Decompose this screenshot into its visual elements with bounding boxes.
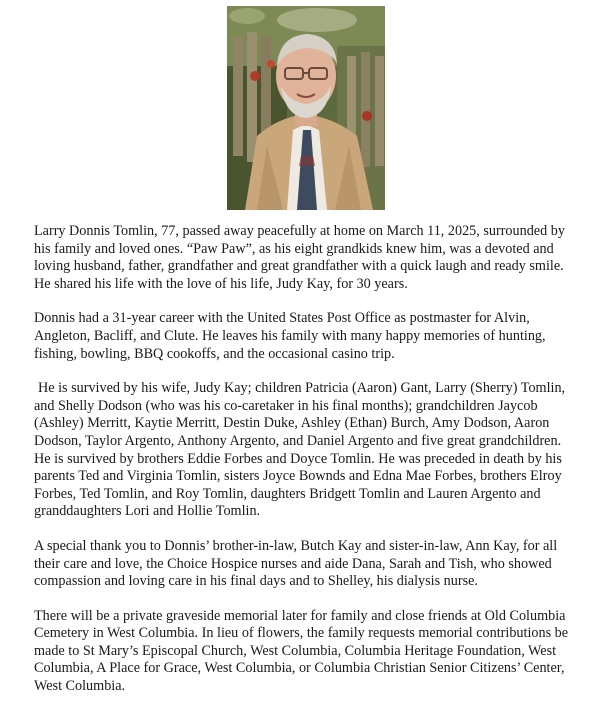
obituary-paragraph-intro: Larry Donnis Tomlin, 77, passed away peacefully at home on March 11, 2025, surrounded by his family and loved ones. “Paw Paw”, as his eight grandkids knew him, was a devoted and loving husband, father, grandfather and great grandfather with a quick laugh and ready smile. He shared his life with the love of his life, Judy Kay, for 30 years. bbox=[34, 223, 565, 292]
obituary-paragraph-survivors: He is survived by his wife, Judy Kay; children Patricia (Aaron) Gant, Larry (Sherry) Tomlin, and Shelly Dodson (who was his co-caretaker in his final months); grandchildren Jaycob (Ashley) Merritt, Kaytie Merritt, Destin Duke, Ashley (Ethan) Burch, Amy Dodson, Aaron Dodson, Taylor Argento, Anthony Argento, and Daniel Argento and five great grandchildren. He is survived by brothers Eddie Forbes and Doyce Tomlin. He was preceded in death by his parents Ted and Virginia Tomlin, sisters Joyce Bownds and Edna Mae Forbes, brothers Elroy Forbes, Ted Tomlin, and Roy Tomlin, daughters Bridgett Tomlin and Lauren Argento and granddaughters Lori and Hollie Tomlin. bbox=[34, 380, 566, 520]
obituary-paragraph-memorial: There will be a private graveside memorial later for family and close friends at Old Columbia Cemetery in West Columbia. In lieu of flowers, the family requests memorial contributions be made to St Mary’s Episcopal Church, West Columbia, Columbia Heritage Foundation, West Columbia, A Place for Grace, West Columbia, or Columbia Christian Senior Citizens’ Center, West Columbia. bbox=[34, 607, 569, 695]
obituary-paragraph-career: Donnis had a 31-year career with the United States Post Office as postmaster for Alvin, Angleton, Bacliff, and Clute. He leaves his family with many happy memories of hunting, fishing, bowling, BBQ cookoffs, and the occasional casino trip. bbox=[34, 310, 546, 362]
portrait-photo bbox=[227, 6, 385, 210]
obituary-paragraph-thanks: A special thank you to Donnis’ brother-in-law, Butch Kay and sister-in-law, Ann Kay, for all their care and love, the Choice Hospice nurses and aide Dana, Sarah and Tish, who showed compassion and loving care in his final days and to Shelley, his dialysis nurse. bbox=[34, 537, 558, 590]
obituary-text bbox=[34, 223, 578, 713]
